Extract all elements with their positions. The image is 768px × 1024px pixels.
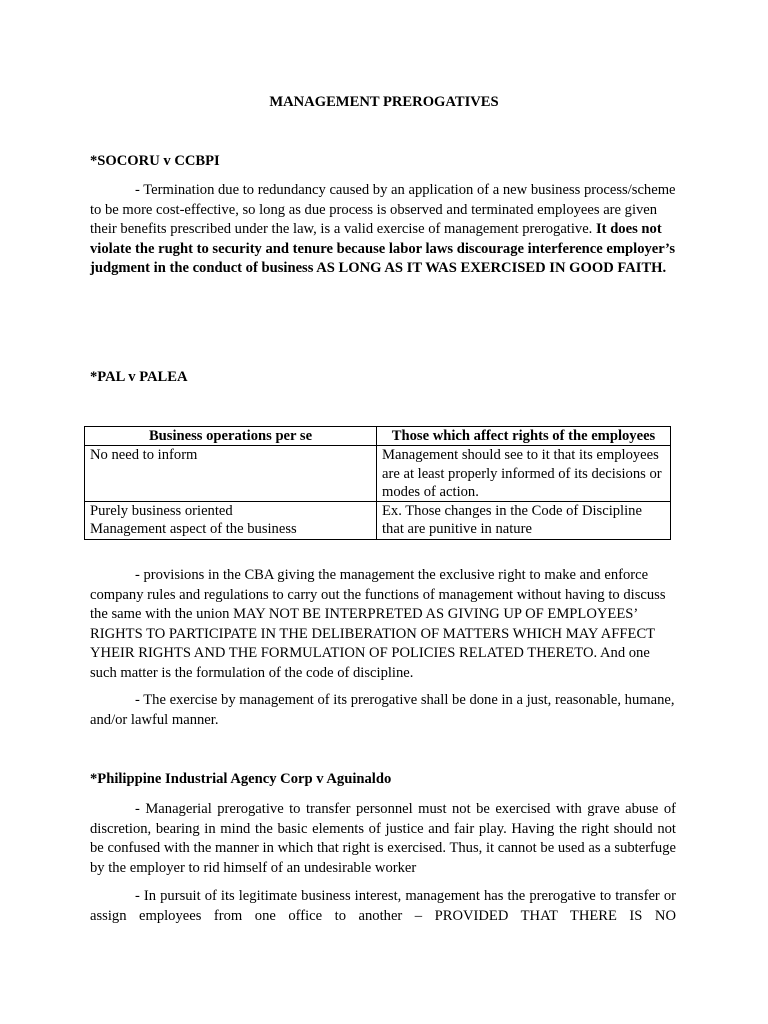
table-cell xyxy=(377,502,671,540)
table-row xyxy=(85,446,671,502)
case-heading-philippine-industrial: *Philippine Industrial Agency Corp v Aguinaldo xyxy=(90,771,392,787)
case-paragraph-transfer-personnel: - Managerial prerogative to transfer personnel must not be exercised with grave abuse of discretion, bearing in mind the basic elements of justice and fair play. Having the right should not be confused with the manner in which that right is exercised. Thus, it cannot be used as a subterfuge by the employer to rid himself of an undesirable worker xyxy=(90,801,676,876)
cell-line: Ex. Those changes in the Code of Discipline that are punitive in nature xyxy=(382,503,642,538)
case-heading-pal: *PAL v PALEA xyxy=(90,369,188,385)
case-paragraph-business-interest: - In pursuit of its legitimate business interest, management has the prerogative to transfer or assign employees from one office to another – PROVIDED THAT THERE IS NO xyxy=(90,888,676,924)
table-header-cell: Those which affect rights of the employees xyxy=(377,427,671,446)
page-title: MANAGEMENT PREROGATIVES xyxy=(269,94,499,110)
cell-line: Management aspect of the business xyxy=(90,521,297,538)
case-paragraph-socoru xyxy=(90,181,676,279)
table-cell xyxy=(85,446,377,502)
table-cell xyxy=(85,502,377,540)
paragraph-plain-text: - Termination due to redundancy caused by an application of a new business process/scheme to be more cost-effective, so long as due process is observed and terminated employees are given their benefits prescribed under the law, is a valid exercise of management prerogative. xyxy=(90,182,676,237)
table-header-row xyxy=(85,427,671,446)
table-header-cell: Business operations per se xyxy=(85,427,377,446)
cell-line: Purely business oriented xyxy=(90,503,233,520)
paragraph-bold-text: It does not violate the rught to security and tenure because labor laws discourage interference employer’s judgment in the conduct of business AS LONG AS IT WAS EXERCISED IN GOOD FAITH. xyxy=(90,221,676,276)
cell-line: No need to inform xyxy=(90,447,198,464)
comparison-table xyxy=(84,426,671,540)
table-cell xyxy=(377,446,671,502)
case-paragraph-pal-exercise: - The exercise by management of its prerogative shall be done in a just, reasonable, humane, and/or lawful manner. xyxy=(90,692,675,728)
cell-line: Management should see to it that its employees are at least properly informed of its decisions or modes of action. xyxy=(382,447,662,500)
case-paragraph-pal-cba: - provisions in the CBA giving the management the exclusive right to make and enforce company rules and regulations to carry out the functions of management without having to discuss the same with the union MAY NOT BE INTERPRETED AS GIVING UP OF EMPLOYEES’ RIGHTS TO PARTICIPATE IN THE DELIBERATION OF MATTERS WHICH MAY AFFECT YHEIR RIGHTS AND THE FORMULATION OF POLICIES RELATED THERETO. And one such matter is the formulation of the code of discipline. xyxy=(90,567,666,681)
case-heading-socoru: *SOCORU v CCBPI xyxy=(90,153,220,169)
table-row xyxy=(85,502,671,540)
